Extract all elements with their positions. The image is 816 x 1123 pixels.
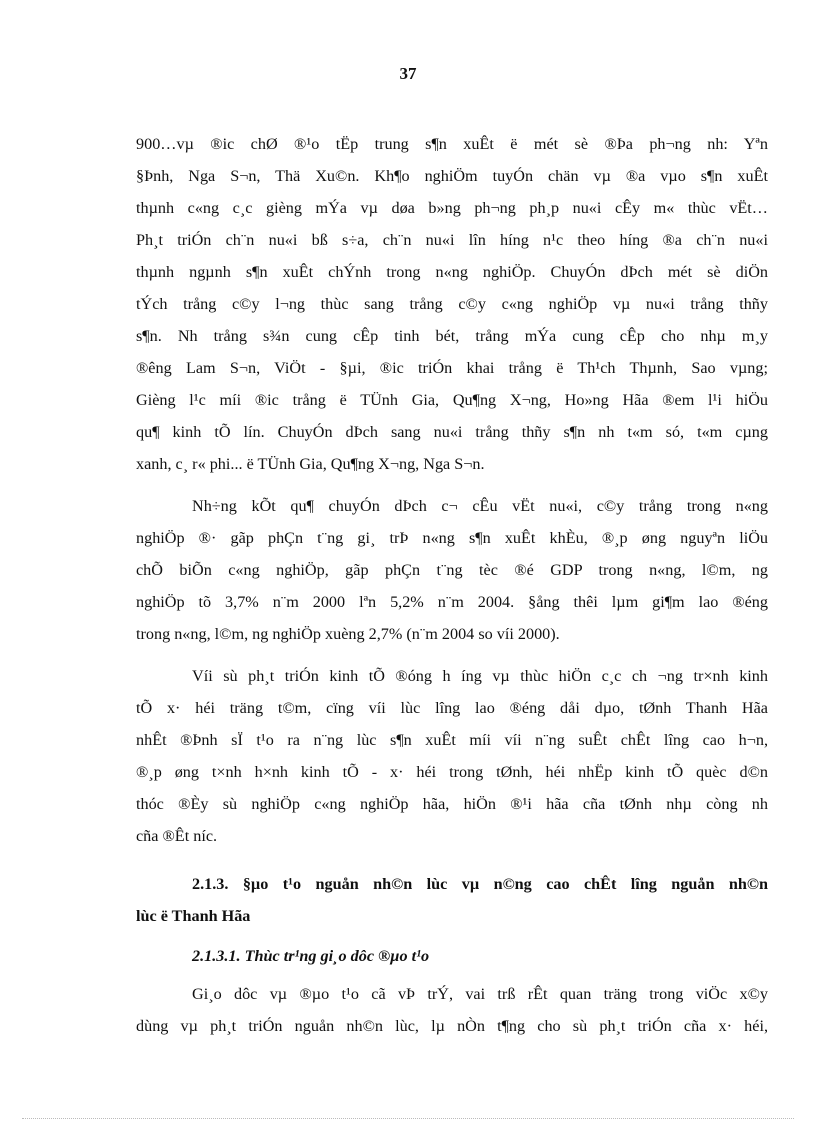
text-line: xanh, c¸ r« phi... ë TÜnh Gia, Qu¶ng X¬ng, Nga S¬n.	[136, 455, 485, 473]
paragraph-1	[136, 128, 768, 480]
text-line: chÕ biÕn c«ng nghiÖp, gãp phÇn t¨ng tèc ®é GDP trong n«ng, l©m, ng	[136, 561, 768, 579]
text-line: Gièng l¹c míi ®ic trång ë TÜnh Gia, Qu¶ng X¬ng, Ho»ng Hãa ®em l¹i hiÖu	[136, 391, 768, 409]
text-line: 900…vµ ®ic chØ ®¹o tËp trung s¶n xuÊt ë mét sè ®Þa ph¬ng nh: Yªn	[136, 135, 768, 153]
section-heading-line: lùc ë Thanh Hãa	[136, 907, 251, 925]
text-line: thµnh c«ng c¸c gièng mÝa vµ døa b»ng ph¬ng ph¸p nu«i cÊy m« thùc vËt…	[136, 199, 768, 217]
paragraph-2	[136, 490, 768, 650]
paragraph-3	[136, 660, 768, 852]
section-heading-line: 2.1.3. §µo t¹o nguån nh©n lùc vµ n©ng cao chÊt lîng nguån nh©n	[192, 875, 768, 893]
text-line: tÝch trång c©y l¬ng thùc sang trång c©y c«ng nghiÖp vµ nu«i trång thñy	[136, 295, 768, 313]
text-line: ®¸p øng t×nh h×nh kinh tÕ - x· héi trong tØnh, héi nhËp kinh tÕ quèc d©n	[136, 763, 768, 781]
text-line: cña ®Êt níc.	[136, 827, 218, 845]
paragraph-4	[136, 978, 768, 1042]
subsection-heading: 2.1.3.1. Thùc tr¹ng gi¸o dôc ®µo t¹o	[192, 947, 430, 965]
text-line: Gi¸o dôc vµ ®µo t¹o cã vÞ trÝ, vai trß rÊt quan träng trong viÖc x©y	[192, 985, 768, 1003]
text-line: §Þnh, Nga S¬n, Thä Xu©n. Kh¶o nghiÖm tuyÓn chän vµ ®a vµo s¶n xuÊt	[136, 167, 768, 185]
text-line: nghiÖp tõ 3,7% n¨m 2000 lªn 5,2% n¨m 2004. §ång thêi lµm gi¶m lao ®éng	[136, 593, 768, 611]
document-body	[136, 128, 768, 1052]
text-line: nhÊt ®Þnh sÏ t¹o ra n¨ng lùc s¶n xuÊt míi víi n¨ng suÊt chÊt lîng cao h¬n,	[136, 731, 768, 749]
section-heading	[136, 868, 768, 932]
text-line: thóc ®Èy sù nghiÖp c«ng nghiÖp hãa, hiÖn ®¹i hãa cña tØnh nhµ còng nh	[136, 795, 768, 813]
text-line: Ph¸t triÓn ch¨n nu«i bß s÷a, ch¨n nu«i lîn híng n¹c theo híng ®a ch¨n nu«i	[136, 231, 768, 249]
text-line: qu¶ kinh tÕ lín. ChuyÓn dÞch sang nu«i trång thñy s¶n nh t«m só, t«m cµng	[136, 423, 768, 441]
text-line: thµnh ngµnh s¶n xuÊt chÝnh trong n«ng nghiÖp. ChuyÓn dÞch mét sè diÖn	[136, 263, 768, 281]
page-bottom-divider	[22, 1118, 794, 1119]
text-line: s¶n. Nh trång s¾n cung cÊp tinh bét, trång mÝa cung cÊp cho nhµ m¸y	[136, 327, 768, 345]
page-number: 37	[399, 64, 417, 83]
text-line: Nh÷ng kÕt qu¶ chuyÓn dÞch c¬ cÊu vËt nu«i, c©y trång trong n«ng	[192, 497, 768, 515]
text-line: tÕ x· héi träng t©m, cïng víi lùc lîng lao ®éng dåi dµo, tØnh Thanh Hãa	[136, 699, 768, 717]
text-line: ®êng Lam S¬n, ViÖt - §µi, ®ic triÓn khai trång ë Th¹ch Thµnh, Sao vµng;	[136, 359, 768, 377]
text-line: Víi sù ph¸t triÓn kinh tÕ ®óng h íng vµ thùc hiÖn c¸c ch ¬ng tr×nh kinh	[192, 667, 768, 685]
text-line: trong n«ng, l©m, ng nghiÖp xuèng 2,7% (n¨m 2004 so víi 2000).	[136, 625, 560, 643]
text-line: nghiÖp ®· gãp phÇn t¨ng gi¸ trÞ n«ng s¶n xuÊt khÈu, ®¸p øng nguyªn liÖu	[136, 529, 768, 547]
text-line: dùng vµ ph¸t triÓn nguån nh©n lùc, lµ nÒn t¶ng cho sù ph¸t triÓn cña x· héi,	[136, 1017, 768, 1035]
